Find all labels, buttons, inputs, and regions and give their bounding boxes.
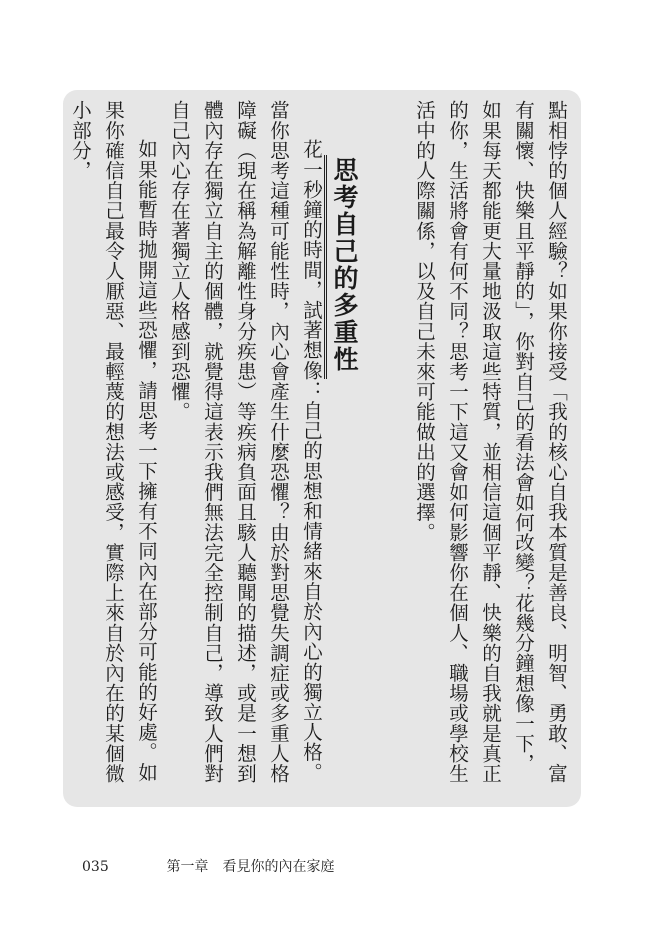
body-text [69, 100, 328, 792]
body-paragraph-2: 如果能暫時拋開這些恐懼，請思考一下擁有不同內在部分可能的好處。如果你確信自己最令人厭惡、最輕蔑的想法或感受，實際上來自於內在的某個微小部分， [69, 100, 158, 784]
section-heading: 思考自己的多重性 [324, 155, 361, 379]
page-footer [82, 856, 334, 876]
page-number: 035 [82, 859, 109, 875]
body-paragraph-1: 花一秒鐘的時間，試著想像：自己的思想和情緒來自於內心的獨立人格。當你思考這種可能性時，內心會產生什麼恐懼？由於對思覺失調症或多重人格障礙（現在稱為解離性身分疾患）等疾病負面且駭人聽聞的描述，或是一想到體內存在獨立自主的個體，就覺得這表示我們無法完全控制自己，導致人們對自己內心存在著獨立人格感到恐懼。 [168, 100, 323, 784]
box-paragraph: 點相悖的個人經驗？如果你接受「我的核心自我本質是善良、明智、勇敢、富有關懷、快樂且平靜的」，你對自己的看法會如何改變？花幾分鐘想像一下，如果每天都能更大量地汲取這些特質，並相信這個平靜、快樂的自我就是真正的你，生活將會有何不同？思考一下這又會如何影響你在個人、職場或學校生活中的人際關係，以及自己未來可能做出的選擇。 [413, 100, 568, 784]
running-head: 第一章 看見你的內在家庭 [166, 859, 335, 875]
